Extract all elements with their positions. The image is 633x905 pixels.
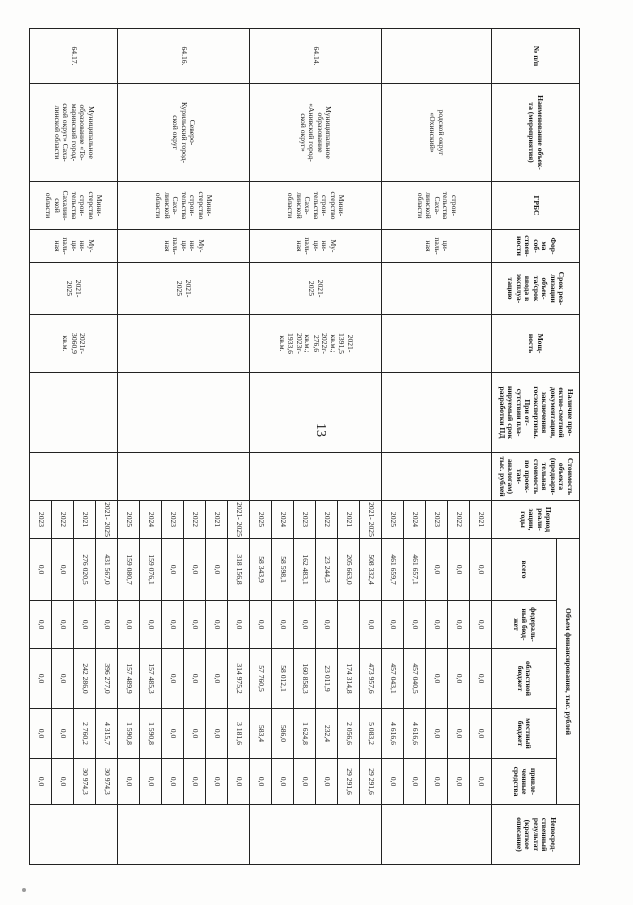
cell-name: Муниципальное образование «То- маринский город- ской округ» Саха- линской области — [30, 84, 118, 182]
cell-result — [250, 805, 382, 865]
table-row — [228, 29, 250, 865]
cell-num — [382, 29, 492, 84]
cell-federal: 0,0 — [448, 601, 470, 649]
cell-period: 2021- 2025 — [360, 501, 382, 539]
cell-attracted: 0,0 — [272, 759, 294, 805]
cell-federal: 0,0 — [184, 601, 206, 649]
header-cost: Стоимость объекта (предвари- тельная стоимость по проек- там- аналогам) тыс. рублей — [492, 453, 580, 501]
cell-attracted: 0,0 — [228, 759, 250, 805]
cell-period: 2023 — [162, 501, 184, 539]
cell-period: 2021 — [470, 501, 492, 539]
cell-total: 0,0 — [470, 539, 492, 601]
cell-local: 583,4 — [250, 709, 272, 759]
cell-attracted: 0,0 — [382, 759, 404, 805]
cell-local: 4 315,7 — [96, 709, 118, 759]
cell-federal: 0,0 — [206, 601, 228, 649]
cell-federal: 0,0 — [52, 601, 74, 649]
cell-grbs: строи- тельства Саха- линской области — [382, 182, 492, 230]
cell-total: 0,0 — [162, 539, 184, 601]
cell-federal: 0,0 — [74, 601, 96, 649]
cell-total: 0,0 — [184, 539, 206, 601]
cell-result — [30, 805, 118, 865]
cell-federal: 0,0 — [118, 601, 140, 649]
cell-period: 2021 — [74, 501, 96, 539]
cell-total: 159 080,7 — [118, 539, 140, 601]
cell-federal: 0,0 — [162, 601, 184, 649]
cell-term — [382, 263, 492, 315]
cell-regional: 0,0 — [426, 649, 448, 709]
cell-local: 0,0 — [184, 709, 206, 759]
header-ownership: Фор- ма соб- ствен- ности — [492, 230, 580, 263]
cell-cost — [250, 453, 382, 501]
cell-regional: 157 485,3 — [140, 649, 162, 709]
header-grbs: ГРБС — [492, 182, 580, 230]
cell-period: 2023 — [294, 501, 316, 539]
cell-local: 232,4 — [316, 709, 338, 759]
header-attracted: привле- ченные средства — [492, 759, 557, 805]
cell-term: 2021- 2025 — [30, 263, 118, 315]
cell-attracted: 29 291,6 — [338, 759, 360, 805]
cell-regional: 0,0 — [30, 649, 52, 709]
cell-federal: 0,0 — [294, 601, 316, 649]
cell-period: 2024 — [140, 501, 162, 539]
cell-psd — [382, 373, 492, 453]
header-term: Срок реа- лизации объек- та/срок ввода в эксплуа- тацию — [492, 263, 580, 315]
cell-period: 2021 — [206, 501, 228, 539]
cell-name: Северо- Курильский город- ской округ — [118, 84, 250, 182]
cell-federal: 0,0 — [250, 601, 272, 649]
cell-total: 276 020,5 — [74, 539, 96, 601]
cell-ownership: ци- паль- ная — [382, 230, 492, 263]
cell-attracted: 0,0 — [52, 759, 74, 805]
header-regional: областной бюджет — [492, 649, 557, 709]
cell-attracted: 0,0 — [316, 759, 338, 805]
cell-psd — [250, 373, 382, 453]
cell-local: 0,0 — [162, 709, 184, 759]
cell-psd — [30, 373, 118, 453]
cell-name: Муниципальное образование «Анивский город- ской округ» — [250, 84, 382, 182]
cell-local: 3 181,6 — [228, 709, 250, 759]
cell-regional: 0,0 — [206, 649, 228, 709]
cell-attracted: 0,0 — [448, 759, 470, 805]
cell-grbs: Мини- стерство строи- тельства Сахалин- ской области — [30, 182, 118, 230]
header-period: Период реали- зации, годы — [492, 501, 580, 539]
cell-capacity — [118, 315, 250, 373]
cell-local: 0,0 — [426, 709, 448, 759]
cell-local: 1 624,8 — [294, 709, 316, 759]
cell-total: 58 343,9 — [250, 539, 272, 601]
cell-total: 0,0 — [426, 539, 448, 601]
cell-total: 461 659,7 — [382, 539, 404, 601]
cell-total: 0,0 — [448, 539, 470, 601]
cell-attracted: 30 974,3 — [96, 759, 118, 805]
cell-period: 2023 — [30, 501, 52, 539]
cell-federal: 0,0 — [228, 601, 250, 649]
cell-regional: 174 314,8 — [338, 649, 360, 709]
cell-num: 64.16. — [118, 29, 250, 84]
cell-total: 58 598,1 — [272, 539, 294, 601]
document-table-area — [36, 28, 580, 864]
cell-regional: 0,0 — [184, 649, 206, 709]
cell-num: 64.17. — [30, 29, 118, 84]
cell-total: 0,0 — [30, 539, 52, 601]
header-funding: Объем финансирования, тыс. рублей — [557, 539, 580, 805]
cell-period: 2022 — [52, 501, 74, 539]
cell-attracted: 0,0 — [250, 759, 272, 805]
cell-cost — [30, 453, 118, 501]
cell-local: 0,0 — [448, 709, 470, 759]
cell-period: 2025 — [250, 501, 272, 539]
cell-regional: 473 957,6 — [360, 649, 382, 709]
cell-attracted: 0,0 — [470, 759, 492, 805]
cell-ownership: Му- ни- ци- паль- ная — [118, 230, 250, 263]
cell-num: 64.14. — [250, 29, 382, 84]
cell-regional: 58 012,1 — [272, 649, 294, 709]
cell-attracted: 0,0 — [206, 759, 228, 805]
header-num: № п/п — [492, 29, 580, 84]
cell-attracted: 0,0 — [118, 759, 140, 805]
cell-total: 318 156,8 — [228, 539, 250, 601]
cell-federal — [338, 601, 360, 649]
cell-local: 2 056,6 — [338, 709, 360, 759]
cell-period: 2021- 2025 — [228, 501, 250, 539]
cell-regional: 457 040,5 — [404, 649, 426, 709]
cell-ownership: Му- ни- ци- паль- ная — [250, 230, 382, 263]
cell-name: родской округ «Охинский» — [382, 84, 492, 182]
cell-regional: 0,0 — [162, 649, 184, 709]
cell-attracted: 0,0 — [30, 759, 52, 805]
cell-federal: 0,0 — [30, 601, 52, 649]
cell-period: 2025 — [382, 501, 404, 539]
table-body — [30, 29, 492, 865]
cell-federal: 0,0 — [404, 601, 426, 649]
header-capacity: Мощ- ность — [492, 315, 580, 373]
cell-attracted: 0,0 — [426, 759, 448, 805]
cell-regional: 157 489,9 — [118, 649, 140, 709]
cell-result — [382, 805, 492, 865]
header-name: Наименование объек- та (мероприятия) — [492, 84, 580, 182]
cell-period: 2021- 2025 — [96, 501, 118, 539]
cell-regional: 0,0 — [470, 649, 492, 709]
cell-federal: 0,0 — [316, 601, 338, 649]
cell-psd — [118, 373, 250, 453]
header-total: всего — [492, 539, 557, 601]
cell-regional: 0,0 — [448, 649, 470, 709]
cell-regional: 23 011,9 — [316, 649, 338, 709]
cell-local: 0,0 — [52, 709, 74, 759]
cell-attracted: 0,0 — [184, 759, 206, 805]
cell-capacity — [382, 315, 492, 373]
cell-period: 2021 — [338, 501, 360, 539]
cell-local: 5 083,2 — [360, 709, 382, 759]
cell-local: 1 590,8 — [118, 709, 140, 759]
cell-total: 205 663,0 — [338, 539, 360, 601]
cell-total: 159 076,1 — [140, 539, 162, 601]
scan-mark — [22, 888, 26, 892]
cell-period: 2024 — [272, 501, 294, 539]
cell-result — [118, 805, 250, 865]
cell-local: 0,0 — [206, 709, 228, 759]
cell-attracted: 0,0 — [404, 759, 426, 805]
table-row — [470, 29, 492, 865]
rotated-table-container — [36, 28, 580, 864]
table-row — [96, 29, 118, 865]
cell-attracted: 0,0 — [140, 759, 162, 805]
page-number: 13 — [313, 423, 328, 437]
cell-local: 586,0 — [272, 709, 294, 759]
cell-period: 2022 — [184, 501, 206, 539]
cell-grbs: Мини- стерство строи- тельства Саха- линской области — [118, 182, 250, 230]
cell-local: 4 616,6 — [382, 709, 404, 759]
cell-total: 23 244,3 — [316, 539, 338, 601]
header-psd: Наличие про- ектно-сметной документации, заключения госэкспертизы. При от- сутствии пла- нируемый срок разработки ПД — [492, 373, 580, 453]
cell-local: 0,0 — [470, 709, 492, 759]
cell-local: 1 590,8 — [140, 709, 162, 759]
cell-attracted: 0,0 — [162, 759, 184, 805]
funding-table — [29, 28, 580, 865]
cell-federal: 0,0 — [470, 601, 492, 649]
cell-term: 2021- 2025 — [118, 263, 250, 315]
cell-total: 508 332,4 — [360, 539, 382, 601]
cell-local: 2 760,2 — [74, 709, 96, 759]
cell-capacity: 2021- 1391,5 кв.м.; 2022г- 276,6 кв.м.; 2023г- 1933,6 кв.м. — [250, 315, 382, 373]
cell-regional: 242 286,0 — [74, 649, 96, 709]
cell-regional: 0,0 — [52, 649, 74, 709]
cell-period: 2022 — [316, 501, 338, 539]
cell-federal: 0,0 — [272, 601, 294, 649]
cell-total: 461 657,1 — [404, 539, 426, 601]
cell-grbs: Мини- стерство строи- тельства Саха- линской области — [250, 182, 382, 230]
cell-ownership: Му- ни- ци- паль- ная — [30, 230, 118, 263]
cell-federal: 0,0 — [426, 601, 448, 649]
cell-total: 162 483,1 — [294, 539, 316, 601]
cell-cost — [382, 453, 492, 501]
cell-period: 2025 — [118, 501, 140, 539]
cell-federal: 0,0 — [96, 601, 118, 649]
cell-federal: 0,0 — [360, 601, 382, 649]
cell-regional: 160 858,3 — [294, 649, 316, 709]
cell-attracted: 30 974,3 — [74, 759, 96, 805]
cell-regional: 314 975,2 — [228, 649, 250, 709]
header-local: местный бюджет — [492, 709, 557, 759]
cell-total: 0,0 — [206, 539, 228, 601]
cell-total: 431 567,0 — [96, 539, 118, 601]
cell-capacity: 2021г- 3060,9 кв.м. — [30, 315, 118, 373]
cell-attracted: 0,0 — [294, 759, 316, 805]
cell-local: 0,0 — [30, 709, 52, 759]
cell-regional: 396 277,0 — [96, 649, 118, 709]
header-result: Непосред- ственный результат (краткое описание) — [492, 805, 580, 865]
header-federal: федераль- ный бюд- жет — [492, 601, 557, 649]
table-row — [360, 29, 382, 865]
cell-total: 0,0 — [52, 539, 74, 601]
cell-term: 2021- 2025 — [250, 263, 382, 315]
cell-local: 4 616,6 — [404, 709, 426, 759]
cell-attracted: 29 291,6 — [360, 759, 382, 805]
cell-regional: 57 760,5 — [250, 649, 272, 709]
cell-regional: 457 043,1 — [382, 649, 404, 709]
cell-federal: 0,0 — [140, 601, 162, 649]
cell-federal: 0,0 — [382, 601, 404, 649]
cell-period: 2023 — [426, 501, 448, 539]
cell-period: 2022 — [448, 501, 470, 539]
cell-cost — [118, 453, 250, 501]
cell-period: 2024 — [404, 501, 426, 539]
